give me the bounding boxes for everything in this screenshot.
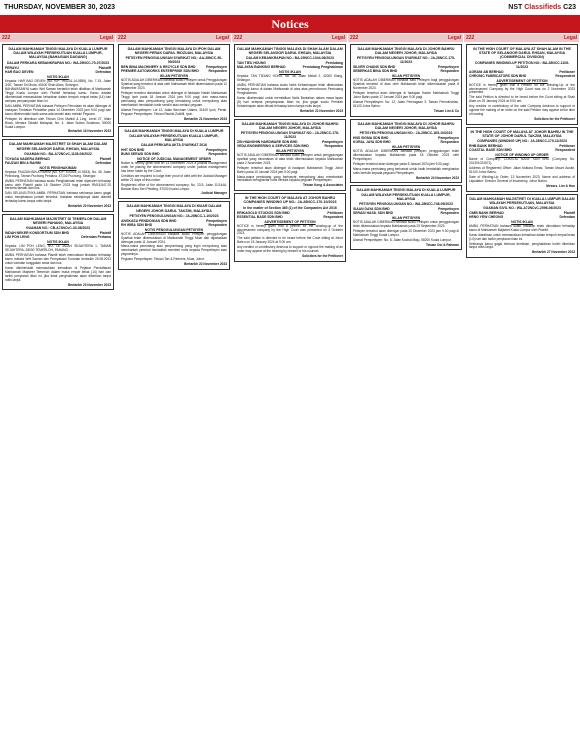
party-role: Plaintif (99, 156, 111, 161)
case-number: PETISYEN PENGGULUNGAN SYARIKAT NO.: JA-28NCC-178-11/2023 (240, 130, 340, 139)
party-role: Responden (440, 211, 459, 216)
case-number: GUAMAN NO.: BA-A72NCvC-1128-06/2022 (24, 151, 92, 156)
party-name: VEDA ENGINEERING & SERVICES SDN BHD (237, 143, 309, 148)
party-name: CHRONIC FABRICATORS SDN BHD (469, 73, 527, 78)
notice-subheading: NOTIS IKLAN (47, 74, 69, 79)
notice-column (350, 44, 462, 728)
category-label: Legal (331, 35, 345, 41)
notice-paragraph: NOTIS ADALAH DIBERIKAN bahawa suatu petisyen untuk penggulungan syarikat yang dinamakan di atas telah dikemukakan kepada Mahkamah pada 2 November 2023. (237, 152, 343, 165)
notice-paragraph: NOTIS ADALAH DIBERIKAN bahawa satu Petisyen bagi penggulungan Syarikat tersebut di atas oleh Mahkamah telah dikemukakan pada 8 November 2023. (353, 78, 459, 91)
category-tab (464, 34, 580, 42)
notice-signature: Solicitors for the Petitioner (302, 253, 343, 258)
category-number: 222 (2, 35, 11, 41)
notice-paragraph: Petisyen ini diberikan oleh Tetuan Chin Mahidi & Ling, Level 27, Main Block, Menara Takaful Malaysia, No. 4, Jalan Sultan Sulaiman, 50000 Kuala Lumpur. (5, 116, 111, 129)
notice-title: DALAM MAHKAMAH TINGGI MALAYA DI SHAH ALAM DALAM NEGERI SELANGOR DARUL EHSAN, MALAYSIA (237, 47, 343, 56)
notice-subheading: IKLAN PETISYEN (275, 148, 305, 153)
notice-signature: Bertarikh 22 November 2023 (300, 108, 343, 113)
notice-paragraph: Kepada: LIM POH LENG, NO. 18 JALAN SEJAHTERA 1, TAMAN SEJAHTERA, 28000 TEMERLOH, PAHANG. (5, 244, 111, 253)
notice-title: DALAM MAHKAMAH TINGGI MALAYA DI JOHOR BAHRU DALAM NEGERI JOHOR, MALAYSIA (357, 47, 455, 56)
notice-subheading: ADVERTISEMENT OF PETITION (496, 78, 548, 83)
notice-signature: Tetuan Ooi & Rahman (425, 242, 459, 247)
case-number: GUAMAN NO.: CB-A73NCvC-33-08/2023 (25, 226, 91, 231)
party-name: SEBERKAS BINA SDN BHD (353, 69, 398, 74)
case-number: DALAM PERKARA AKTA SYARIKAT 2016 (141, 143, 207, 148)
notice-signature: Bertarikh 24 November 2023 (416, 175, 459, 180)
party-role: Pemiutang Penghakiman (302, 65, 343, 70)
page-header (0, 0, 580, 14)
category-tab (0, 34, 116, 42)
category-label: Legal (447, 35, 461, 41)
notice-subheading: NOTICE OF WINDING UP ORDER (495, 153, 549, 158)
notice-title: DALAM MAHKAMAH TINGGI MALAYA DI JOHOR BAHRU DALAM NEGERI JOHOR, MALAYSIA (357, 121, 455, 130)
case-number: GUAMAN SIVIL NO.: WA-A72NCvC-2596-06/2023 (483, 205, 561, 210)
party-name: BUMI SERASI SDN BHD (121, 152, 160, 157)
notice-subheading: NOTICE OF JUDICIAL MANAGEMENT ORDER (137, 157, 211, 162)
legal-notice (350, 185, 462, 250)
party-role: Pempetisyen (322, 139, 343, 144)
notice-paragraph: Any creditor or contributory of the said Company desirous to support or oppose the making of an order on the said Petition may appear at the time of hearing. (469, 104, 575, 116)
notice-paragraph: Notice is hereby given that on 13 November 2023 a judicial management order for placing the abovenamed company under judicial management has been made by the Court. (121, 161, 227, 173)
notice-paragraph: Alamat Pempetisyen: Lot 12, Jalan Bercham Utama, 31400 Ipoh, Perak. Peguam Pempetisyen: Tetuan Rashid Zulkifli, Ipoh. (121, 107, 227, 116)
party-name: HNS SIGMA SDN BHD (353, 136, 389, 141)
legal-notice (118, 44, 230, 124)
case-number: In the matter of Section 465 (1) of the Companies Act 2016 (243, 205, 337, 210)
notice-paragraph: The said Petition is directed to be heard before the Court sitting at Shah Alam on 29 January 2024 at 9.00 am. (469, 95, 575, 104)
category-number: 222 (118, 35, 127, 41)
notice-subheading: IKLAN PETISYEN (391, 74, 421, 79)
legal-notice (118, 201, 230, 270)
party-name: RHB BANK BERHAD (469, 144, 503, 149)
paper-page-label (508, 4, 576, 11)
party-name: RH WIRA SDN BHD (121, 222, 153, 227)
notice-paragraph: Mana-mana pemiutang yang berhasrat menyokong atau membantah hendaklah menghantar notis bertulis kepada peguam Pempetisyen. (237, 174, 343, 183)
category-tab (348, 34, 464, 42)
notice-title: DALAM MAHKAMAH TINGGI MALAYA DI IPOH DALAM NEGERI PERAK DARUL RIDZUAN, MALAYSIA (127, 47, 221, 56)
notice-title: DALAM MAHKAMAH TINGGI MALAYA DI MUAR DALAM NEGERI JOHOR DARUL TAKZIM, MALAYSIA (126, 204, 222, 213)
notice-title: DALAM MAHKAMAH TINGGI MALAYA DI KUALA LUMPUR DALAM WILAYAH PERSEKUTUAN KUALA LUMPUR, MALAYSIA (124, 129, 224, 142)
party-name: ZIN HIANGHIN HARDWARE SDN BHD (237, 139, 298, 144)
notice-signature: Bertarikh 23 November 2023 (68, 282, 111, 287)
notice-paragraph: NOTIS ADALAH DIBERIKAN bahawa petisyen penggulungan telah dikemukakan kepada Mahkamah pada 18 Oktober 2023 oleh Pempetisyen. (353, 149, 459, 161)
notice-title: DALAM MAHKAMAH TINGGI MALAYA DI JOHOR BAHRU DALAM NEGERI JOHOR, MALAYSIA (241, 121, 339, 130)
party-role: Plaintif (99, 231, 111, 236)
notice-paragraph: Name of Company: COASTAL BASE SDN BHD (Company No. 201301024571). (469, 157, 575, 166)
legal-notice (234, 44, 346, 117)
party-row (469, 74, 575, 78)
party-role: Plaintif (563, 210, 575, 215)
notice-paragraph: Address of Registered Office: Jalan Mutiara Emas, Taman Mount Austin, 81100 Johor Bahru. (469, 165, 575, 174)
notice-column (234, 44, 346, 728)
notice-title: IN THE HIGH COURT OF MALAYA AT JOHOR BAHRU COMPANIES WINDING UP NO.: JA-28NCC-170-10/2023 (243, 196, 337, 205)
notice-paragraph: Kamu diarahkan untuk memasukkan kehadiran dalam tempoh empat belas (14) hari dari tarikh penyiaran iklan ini. (469, 232, 575, 241)
notice-paragraph: The said petition is directed to be heard before the Court sitting at Johor Bahru on 15 January 2024 at 9.00 am. (237, 236, 343, 245)
party-row (5, 235, 111, 239)
notice-title: DALAM MAHKAMAH MAJISTRET DI SHAH ALAM DALAM NEGERI SELANGOR DARUL EHSAN, MALAYSIA (9, 142, 107, 151)
party-role: Respondent (555, 148, 575, 153)
notice-subheading: IKLAN PETISYEN (159, 74, 189, 79)
notice-paragraph: Kamu dikehendaki untuk memfailkan Notis Bantahan dalam masa lapan (8) hari selepas penyampaian iklan ini, jika gagal suatu Perintah Kebankrapan akan dibuat terhadap kamu tanpa notis lanjut. (237, 95, 343, 108)
notice-paragraph: AMBIL PERHATIAN bahawa suatu Penghakiman telah diperoleh terhadap kamu oleh Plaintif pada 18 Oktober 2023 bagi jumlah RM18,547.20 berserta faedah dan kos. (5, 178, 111, 191)
party-name: PERAYU (5, 65, 19, 70)
notice-paragraph: Kepada: TAN TIEANG HONG, No. 38, Jalan Melati 2, 42000 Klang, Selangor. (237, 74, 343, 83)
party-row (237, 215, 343, 219)
party-role: Plaintiff (98, 65, 111, 70)
party-name: ANGKASA PENDIDIKAN SDN BHD (121, 218, 177, 223)
notice-paragraph: Petisyen tersebut akan didengar di hadapan Mahkamah Tinggi Johor Bahru pada 10 Januari 2024 jam 9.00 pagi. (237, 165, 343, 174)
party-row (121, 223, 227, 227)
notices-title: Notices (271, 16, 309, 31)
notices-banner (0, 15, 580, 33)
legal-notice (2, 139, 114, 212)
notice-subheading: NOTIS PENGGULUNGAN PETISYEN (144, 227, 204, 232)
notice-paragraph: Registered office of the abovenamed company: No. 23-5, Jalan 11/144A, Bandar Baru Seri Petaling, 57000 Kuala Lumpur. (121, 182, 227, 191)
party-role: Respondent (323, 214, 343, 219)
party-role: Responden (208, 222, 227, 227)
notice-paragraph: BAHAWASANYA suatu Writ Saman bertarikh telah difailkan di Mahkamah Tinggi Kuala Lumpur oleh Plaintif terhadap kamu. Kamu adalah dikehendaki memasukkan kehadiran dalam tempoh empat belas (14) hari selepas penyampaian iklan ini. (5, 87, 111, 104)
party-role: Defendan (95, 69, 111, 74)
case-number: PETISYEN PENGGULUNGAN NO.: JA-28NCC-1-10/2023 (129, 213, 219, 218)
notice-paragraph: AMBIL PERHATIAN bahawa suatu Notis Kebankrapan telah dikeluarkan terhadap kamu di dalam Mahkamah di atas atas permohonan Pemiutang Penghakiman. (237, 83, 343, 96)
notice-paragraph: AMBIL PERHATIAN bahawa suatu tindakan telah dimulakan terhadap kamu di Mahkamah Majistret Kuala Lumpur oleh Plaintif. (469, 223, 575, 232)
legal-notice (466, 127, 578, 192)
party-role: Pemiutang (325, 61, 343, 66)
notice-subheading: NOTIS IKLAN (279, 70, 301, 75)
notice-paragraph: AMBIL PERHATIAN bahawa Plaintif telah memulakan tindakan terhadap kamu melalui Writ Saman dan Pernyataan Tuntutan bertarikh 25.08.2023 untuk tuntutan tunggakan sewa dan kos. (5, 253, 111, 265)
party-role: Defendan (95, 160, 111, 165)
notice-signature: Tetuan Lim & Co (433, 108, 459, 113)
case-number: PETISYEN PENGGULUNGAN SYARIKAT NO.: AA-28NCC-50-09/2023 (125, 56, 223, 65)
notice-signature: Bertarikh 22 November 2023 (184, 262, 227, 267)
notice-paragraph: Alamat Pempetisyen: No. 12, Jalan Perniagaan 3, Taman Perindustrian, 81100 Johor Bahru. (353, 99, 459, 108)
party-name: LIM POH LENG (5, 235, 30, 240)
party-row (469, 148, 575, 152)
party-name: HAR BAO DEVEN (5, 69, 34, 74)
party-role: Responden (440, 140, 459, 145)
notice-paragraph: Kepada: FAUZAN BIN A RAHIM (No. K/P: 870504-10-5533), No. 45, Jalan Pelindung, Taman Puchong Perdana, 47100 Puchong, Selangor. (5, 169, 111, 178)
category-number: 222 (234, 35, 243, 41)
case-number: PETISYEN PENGGULUNGAN SYARIKAT NO.: JA-28NCC-175-11/2023 (356, 56, 456, 65)
party-role: Defendan (559, 214, 575, 219)
notice-subheading: IKLAN PETISYEN (391, 145, 421, 150)
notice-subheading: NOTIS IKLAN (47, 240, 69, 245)
party-name: INDAH NEKER KONSORTIUM SDN BHD (5, 231, 70, 236)
category-tab (116, 34, 232, 42)
notice-paragraph: NOTICE is hereby given that a Petition for the Winding-Up of the abovenamed Company by the High Court was on 2 November 2023 presented. (469, 82, 575, 95)
notice-paragraph: DAN SELANJUTNYA AMBIL PERHATIAN bahawa sekiranya kamu gagal untuk menjelaskan jumlah tersebut, tindakan selanjutnya akan diambil terhadap kamu tanpa notis lanjut. (5, 191, 111, 204)
party-name: BEN BINA MACHINERY & RECYCLE SDN BHD (121, 65, 196, 70)
notice-paragraph: NOTIS ADALAH DIBERIKAN bahawa suatu Petisyen penggulungan Syarikat telah dikemukakan di Mahkamah Tinggi Muar dan dijadualkan didengar pada 11 Januari 2024. (121, 231, 227, 244)
notice-subheading: NOTIS IKLAN (511, 219, 533, 224)
notice-signature: Bertarikh 27 November 2023 (532, 250, 575, 255)
case-number: DALAM KEBANKRAPAN NO.: BA-29NCC-1044-06/2023 (246, 56, 334, 61)
notice-title: DALAM MAHKAMAH TINGGI MALAYA DI KUALA LUMPUR DALAM WILAYAH PERSEKUTUAN KUALA LUMPUR, MALAYSIA (BAHAGIAN DAGANG) (8, 47, 108, 60)
party-row (469, 215, 575, 219)
notice-paragraph: Sekiranya kamu gagal berbuat demikian, penghakiman boleh diberikan tanpa notis lanjut. (469, 241, 575, 250)
party-row (353, 69, 459, 73)
legal-notice (118, 126, 230, 199)
notice-paragraph: Creditors are required to lodge their proof of debt with the Judicial Manager within 21 days of this notice. (121, 173, 227, 182)
category-label: Legal (99, 35, 113, 41)
legal-notice (466, 44, 578, 125)
party-name: PREMIER AUTOWORKS ENTERPRISE SDN BHD (121, 69, 199, 74)
party-name: HHT SDN BHD (121, 148, 145, 153)
case-number: PETISYEN PENGGULUNGAN NO.: WA-28NCC-748-09/2023 (359, 202, 453, 207)
party-name: MALAYAN BANKING BERHAD (237, 65, 286, 70)
notice-paragraph: Petisyen tersebut akan didengar pada 8 Januari 2024 jam 9.00 pagi. (353, 161, 450, 166)
party-name: CIMB BANK BERHAD (469, 210, 504, 215)
party-name: TAN TIEU HOUNG (237, 61, 266, 66)
party-row (237, 144, 343, 148)
legal-notice (234, 119, 346, 192)
party-name: ESSENTIAL BASE SDN BHD (237, 214, 283, 219)
party-role: Pempetisyen (206, 65, 227, 70)
paper-name: NST (508, 3, 525, 11)
notice-title: IN THE HIGH COURT OF MALAYA AT SHAH ALAM IN THE STATE OF SELANGOR DARUL EHSAN, MALAYSIA (COMMERCIAL DIVISION) (473, 47, 571, 60)
notice-subheading: NOTIS PENGHAKIMAN (39, 165, 77, 170)
notice-subheading: IKLAN PETISYEN (391, 216, 421, 221)
party-role: Defendan Pertama (81, 235, 111, 240)
party-name: ERIKAGOLD STUDIOS SDN BHD (237, 210, 290, 215)
party-row (353, 211, 459, 215)
party-role: Responden (324, 143, 343, 148)
legal-notice (350, 44, 462, 117)
category-number: 222 (350, 35, 359, 41)
party-role: Respondent (555, 73, 575, 78)
category-label: Legal (563, 35, 577, 41)
legal-notice (466, 194, 578, 259)
party-row (121, 152, 227, 156)
party-row (121, 69, 227, 73)
notice-subheading: ADVERTISEMENT OF PETITION (264, 219, 316, 224)
section-name: Classifieds (524, 3, 562, 11)
party-role: Responden (208, 69, 227, 74)
party-name: COASTAL BASE SDN BHD (469, 148, 512, 153)
legal-notice (234, 193, 346, 262)
category-tab (232, 34, 348, 42)
party-name: FAUZAN BIN A RAHIM (5, 160, 41, 165)
notice-signature: Tetuan Kong & Associates (302, 183, 343, 188)
party-row (353, 140, 459, 144)
notice-paragraph: Petisyen tersebut akan didengar pada 20 Disember 2023 jam 9.00 pagi di Mahkamah Tinggi Kuala Lumpur. (353, 228, 459, 237)
case-number: PETISYEN PENGGULUNGAN NO.: JA-28NCC-165-10/2023 (359, 131, 453, 136)
notice-title: IN THE HIGH COURT OF MALAYA AT JOHOR BAHRU IN THE STATE OF JOHOR DARUL TAKZIM, MALAYSIA (470, 129, 574, 138)
notice-title: DALAM MAHKAMAH MAJISTRET DI TEMERLOH DALAM NEGERI PAHANG, MALAYSIA (9, 216, 107, 226)
party-role: Pempetisyen (438, 65, 459, 70)
notice-paragraph: DAN AMBIL PERHATIAN bahawa Petisyen Pemulaan ini akan didengar di hadapan Timbalan Pendaftar pada 14 Disember 2023 jam 9.00 pagi dan kamu dikehendaki hadir sama ada sendiri atau melalui Peguam. (5, 104, 111, 116)
notice-paragraph: Kepada: HAR BAO DEVEN (No. K/P: 990101-14-5555), No. 7-15, Jalan 3/1E, Taman Sri Muda, 40400 Shah Alam, Selangor. (5, 78, 111, 87)
party-role: Pempetisyen (206, 218, 227, 223)
notice-paragraph: Any creditor or contributory desirous to support or oppose the making of an order may appear at the hearing by himself or his counsel. (237, 245, 343, 254)
notice-signature: Judicial Manager (201, 191, 227, 196)
party-role: Pempetisyen (206, 148, 227, 153)
party-role: Pempetisyen (438, 207, 459, 212)
notice-signature: Bertarikh 21 November 2023 (184, 116, 227, 121)
page-number: C23 (561, 3, 576, 11)
notice-paragraph: Alamat Pempetisyen: No. 8, Jalan Kuchai Maju, 58200 Kuala Lumpur. (353, 237, 452, 242)
notice-paragraph: Petisyen tersebut diarahkan untuk didengar di hadapan Hakim Mahkamah Tinggi Ipoh pada 18 Januari 2024 jam 9.00 pagi; dan mana-mana pemiutang atau penyumbang yang bercadang untuk menyokong atau membantah hendaklah hadir sendiri atau melalui peguam. (121, 91, 227, 107)
notice-signature: Solicitors for the Petitioner (534, 116, 575, 121)
category-tabs (0, 34, 580, 42)
party-row (5, 70, 111, 74)
party-role: Petitioner (559, 144, 575, 149)
notice-signature: Bertarikh 20 November 2023 (68, 204, 111, 209)
notice-signature: Messrs. Lim & Hoo (546, 183, 575, 188)
notice-title: DALAM MAHKAMAH MAJISTRET DI KUALA LUMPUR DALAM WILAYAH PERSEKUTUAN, MALAYSIA (469, 196, 575, 205)
legal-notice (2, 44, 114, 137)
notice-paragraph: NOTICE is hereby given that a petition for the winding-up of the abovenamed company by the High Court was presented on 3 October 2023. (237, 223, 343, 236)
party-name: KORAL JAYA SDN BHD (353, 140, 391, 145)
party-name: SERASI HASIL SDN BHD (353, 211, 394, 216)
issue-date: THURSDAY, NOVEMBER 30, 2023 (4, 3, 116, 11)
party-name: SILVER CHAINS SDN BHD (353, 65, 396, 70)
case-number: DALAM PERKARA KEBANKRAPAN NO.: WA-29NCC-70-07/2023 (6, 60, 110, 65)
notice-signature: Bertarikh 16 November 2023 (68, 129, 111, 134)
party-name: AGRANI AB BERHAD (469, 69, 504, 74)
party-row (5, 161, 111, 165)
party-name: SIAAN DAYA SDN BHD (353, 207, 390, 212)
notice-paragraph: NOTIS ADALAH DIBERIKAN bahawa suatu Petisyen untuk penggulungan telah dikemukakan kepada Mahkamah pada 25 September 2023. (353, 220, 459, 228)
legal-notice (350, 119, 462, 184)
party-row (237, 65, 343, 69)
party-role: Petitioner (327, 210, 343, 215)
notice-column (2, 44, 114, 728)
party-role: Responden (440, 69, 459, 74)
case-number: COMPANIES WINDING-UP PETITION NO.: BA-28NCC-1106-11/2023 (474, 60, 570, 69)
notice-title: DALAM MAHKAMAH TINGGI MALAYA DI KUALA LUMPUR DALAM WILAYAH PERSEKUTUAN KUALA LUMPUR, MALAYSIA (356, 188, 456, 201)
category-label: Legal (215, 35, 229, 41)
notice-paragraph: Kamu dikehendaki memasukkan kehadiran di Pejabat Pendaftaran Mahkamah Majistret Temerloh dalam masa empat belas (14) hari dari tarikh penyiaran iklan ini, jika tidak penghakiman akan diberikan tanpa notis lanjut. (5, 265, 111, 282)
party-role: Responden (208, 152, 227, 157)
notice-paragraph: NOTIS ADALAH DIBERIKAN bahawa suatu Petisyen untuk Penggulungan Syarikat yang tersebut di atas oleh Mahkamah telah dikemukakan pada 12 September 2023. (121, 78, 227, 91)
party-role: Pempetisyen (438, 136, 459, 141)
legal-notice (2, 214, 114, 290)
party-role: Petitioner (559, 69, 575, 74)
notice-column (466, 44, 578, 728)
notice-paragraph: Peguam Pempetisyen: Tetuan Tan & Partners, Muar, Johor. (121, 257, 205, 262)
category-number: 222 (466, 35, 475, 41)
notice-column (118, 44, 230, 728)
case-number: COMPANIES (WINDING UP) NO.: JA-28NCC-179-11/2023 (477, 139, 567, 144)
notice-paragraph: Mana-mana pemiutang atau penyumbang yang ingin menyokong atau membantah perintah hendaklah memberi notis kepada Pempetisyen atau peguamnya. (121, 244, 227, 257)
notice-paragraph: Date of Winding-Up Order: 13 November 2023. Name and address of Liquidator: Director General of Insolvency, Johor Bahru. (469, 174, 575, 183)
notice-paragraph: Mana-mana pemiutang yang berhasrat untuk hadir hendaklah menghantar notis bertulis kepada peguam Pempetisyen. (353, 166, 459, 175)
notice-paragraph: Petisyen tersebut akan didengar di hadapan Hakim Mahkamah Tinggi Johor Bahru pada 17 Januari 2024 jam 9.00 pagi. (353, 91, 459, 100)
party-name: TOYAGA NADERA BERHAD (5, 156, 50, 161)
party-name: HENG YEW CHEONG (469, 214, 504, 219)
